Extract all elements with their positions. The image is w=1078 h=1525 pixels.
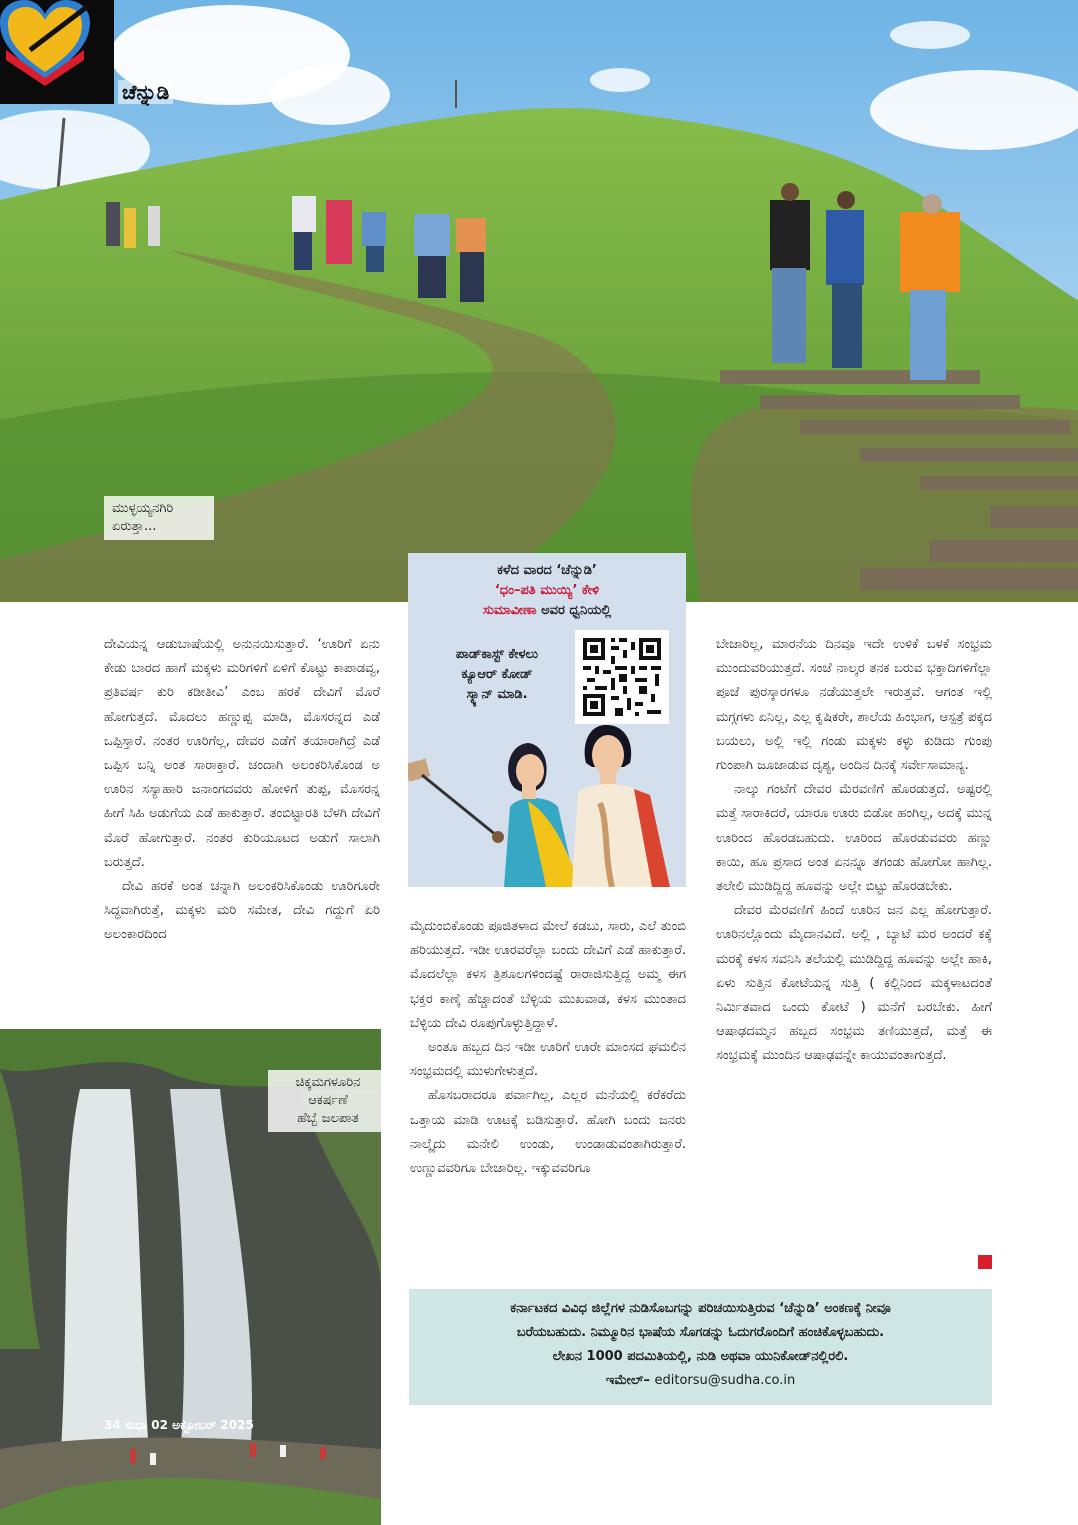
caption-line: ಮುಳ್ಳಯ್ಯನಗಿರಿ [112,501,174,516]
paragraph: ದೇವಿಯನ್ನ ಆಡುಬಾಷೆಯಲ್ಲಿ ಅನುನಯಿಸುತ್ತಾರೆ. ‘ಊರಿಗೆ ಏನು ಕೇಡು ಬಾರದ ಹಾಗೆ ಮಕ್ಕಳು ಮರಿಗಳಿಗೆ ಏಳಿಗೆ ಕೊಟ್ಟು ಕಾಪಾಡವ್ವ, ಪ್ರತಿವರ್ಷ ಕುರಿ ಕಡೀತೀವಿ’ ಎಂಬ ಹರಕೆ ದೇವಿಗೆ ಮೊರೆ ಹೋಗುತ್ತದೆ. ಮೊದಲು ಹಣ್ಣುಪ್ಪ ಮಾಡಿ, ಮೊಸರನ್ನದ ಎಡೆ ಒಪ್ಪಿಸ್ತಾರೆ. ನಂತರ ಊರಿಗೆಲ್ಲ, ದೇವರ ಎಡೆಗೆ ತಯಾರಾಗಿದ್ರೆ ಎಡೆ ಒಪ್ಪಿಸ ಬನ್ನಿ ಅಂತ ಸಾರಾಕ್ತಾರೆ. ಚಂದಾಗಿ ಅಲಂಕರಿಸಿಕೊಂಡ ಅ ಊರಿನ ಸಸ್ಯಾಹಾರಿ ಜನಾಂಗದವರು ಹೋಳಿಗೆ ತುಪ್ಪ, ಮೊಸರನ್ನ ಹೀಗೆ ಸಿಹಿ ಅಡುಗೆಯ ಎಡೆ ಹಾಕುತ್ತಾರೆ. ತಂಬಿಟ್ಟಾರತಿ ಬೆಳಗಿ ದೇವಿಗೆ ಮೊರೆ ಹೋಗುತ್ತಾರೆ. ನಂತರ ಕುರಿಯೂಟದ ಅಡುಗೆ ಸಾಲಾಗಿ ಬರುತ್ತದೆ. [104,637,380,870]
couple-selfie-illustration [408,723,686,887]
waterfall-caption [268,1070,381,1132]
qr-code-icon[interactable] [575,630,669,724]
caption-line: ಚಿಕ್ಕಮಗಳೂರಿನ [295,1075,361,1090]
scan-line: ಪಾಡ್‌ಕಾಸ್ಟ್ ಕೇಳಲು [455,647,539,662]
callout-line: ಕರ್ನಾಟಕದ ವಿವಿಧ ಜಿಲ್ಲೆಗಳ ನುಡಿಸೊಬಗನ್ನು ಪರಿಚಯಿಸುತ್ತಿರುವ ‘ಚೆನ್ನುಡಿ’ ಅಂಕಣಕ್ಕೆ ನೀವೂ [510,1301,891,1316]
podcast-line: ಕಳೆದ ವಾರದ ‘ಚೆನ್ನುಡಿ’ [497,563,597,578]
column-logo [0,0,114,104]
scan-line: ಸ್ಕ್ಯಾನ್ ಮಾಡಿ. [466,687,528,702]
narrator-rest: ಅವರ ಧ್ವನಿಯಲ್ಲಿ [536,603,612,618]
caption-line: ಹೆಬ್ಬೆ ಜಲಪಾತ [297,1111,359,1126]
page-folio: 34 ಸುಧಾ 02 ಅಕ್ಟೋಬರ್ 2025 [104,1418,254,1432]
paragraph: ದೇವರ ಮೆರವಣಿಗೆ ಹಿಂದೆ ಊರಿನ ಜನ ಎಲ್ಲ ಹೋಗುತ್ತಾರೆ. ಊರಿನಲ್ಲೊಂದು ಮೈದಾನವಿದೆ. ಅಲ್ಲಿ , ಬ್ಯಾಟೆ ಮರ ಅಂದರೆ ಕಕ್ಕೆ ಮರಕ್ಕೆ ಕಳಸ ಸವನಿಸಿ ತಲೆಯಲ್ಲಿ ಮುಡಿದ್ದಿದ್ದ ಹೂವನ್ನು ಅಲ್ಲೇ ಹಾಕಿ, ಏಳು ಸುತ್ತಿನ ಕೋಟೆಯನ್ನ ಸುತ್ತಿ ( ಕಲ್ಲಿನಿಂದ ಮಕ್ಕಳಾಟದಂತೆ ನಿರ್ಮಿತವಾದ ಒಂದು ಕೋಟೆ ) ಮನೆಗೆ ಬರಬೇಕು. ಹೀಗೆ ಆಷಾಢದಮ್ಮನ ಹಬ್ಬದ ಸಂಭ್ರಮ ತಣಿಯುತ್ತದೆ, ಮತ್ತೆ ಈ ಸಂಭ್ರಮಕ್ಕೆ ಮುಂದಿನ ಆಷಾಢವನ್ನೇ ಕಾಯುವಂತಾಗುತ್ತದೆ. [716,903,992,1064]
email-link[interactable]: editorsu@sudha.co.in [654,1373,796,1388]
hero-photo [0,0,1078,602]
callout-email-line [409,1369,992,1393]
paragraph: ನಾಲ್ಕು ಗಂಟೆಗೆ ದೇವರ ಮೆರವಣಿಗೆ ಹೊರಡುತ್ತದೆ. ಅಷ್ಟರಲ್ಲಿ ಮತ್ತೆ ಸಾರಾಕಿದರೆ, ಯಾರೂ ಊರು ಬಿಡೋ ಹಂಗಿಲ್ಲ, ಅದಕ್ಕೆ ಮುನ್ನ ಊರಿಂದ ಹೊರಡಬಹುದು. ಊರಿಂದ ಹೊರಡುವವರು ಹಣ್ಣು ಕಾಯಿ, ಹೂ ಪ್ರಸಾದ ಅಂತ ಏನನ್ನೂ ತಗಂಡು ಹೋಗೋ ಹಾಗಿಲ್ಲ. ತಲೇಲಿ ಮುಡಿದ್ದಿದ್ದ ಹೂವನ್ನು ಅಲ್ಲೇ ಬಿಟ್ಟು ಹೊರಡಬೇಕು. [716,782,992,895]
article-column-1 [104,633,380,948]
paragraph: ಹೊಸಬರಾದರೂ ಪರ್ವಾಗಿಲ್ಲ, ಎಲ್ಲರ ಮನೆಯಲ್ಲಿ ಕರೆಕರೆದು ಒತ್ತಾಯ ಮಾಡಿ ಊಟಕ್ಕೆ ಬಡಿಸುತ್ತಾರೆ. ಹೋಗಿ ಬಂದು ಜನರು ನಾಲ್ಕೈದು ಮನೇಲಿ ಉಂಡು, ಉಂಡಾಡುವಂತಾಗಿರುತ್ತಾರೆ. ಉಣ್ಣುವವರಿಗೂ ಬೇಜಾರಿಲ್ಲ. ಇಕ್ಕುವವರಿಗೂ [410,1088,686,1177]
scan-instructions [422,645,572,705]
waterfall-photo [0,1029,381,1525]
email-label: ಇಮೇಲ್– [605,1373,655,1388]
article-column-3 [716,633,992,1069]
paragraph: ಅಂತೂ ಹಬ್ಬದ ದಿನ ಇಡೀ ಊರಿಗೆ ಊರೇ ಮಾಂಸದ ಘಮಲಿನ ಸಂಭ್ರಮದಲ್ಲಿ ಮುಳುಗೇಳುತ್ತದೆ. [410,1040,686,1080]
hero-photo-caption [104,496,214,540]
podcast-title: ‘ಧಂ–ಪತಿ ಮುಯ್ಯಿ’ ಕೇಳಿ [494,583,600,598]
caption-line: ಆಕರ್ಷಣೆ [308,1093,348,1108]
section-title: ಚೆನ್ನುಡಿ [118,80,173,104]
heart-pen-logo-icon [0,0,90,86]
qr-code-graphic [575,630,669,724]
submission-callout [409,1289,992,1405]
scan-line: ಕ್ಯೂಆರ್ ಕೋಡ್ [461,667,533,682]
podcast-box [408,553,686,887]
narrator-name: ಸುಮಾವೀಣಾ [482,603,537,618]
callout-line: ಲೇಖನ 1000 ಪದಮಿತಿಯಲ್ಲಿ, ನುಡಿ ಅಥವಾ ಯುನಿಕೋಡ್‌ನಲ್ಲಿರಲಿ. [552,1349,849,1364]
callout-text [409,1297,992,1393]
paragraph: ಮೈದುಂಬಿಕೊಂಡು ಪೂಜಿತಳಾದ ಮೇಲೆ ಕಡಬು, ಸಾರು, ಎಲೆ ತುಂಬಿ ಹರಿಯುತ್ತದೆ. ಇಡೀ ಊರವರೆಲ್ಲಾ ಬಂದು ದೇವಿಗೆ ಎಡೆ ಹಾಕುತ್ತಾರೆ. ಮೊದಲೆಲ್ಲಾ ಕಳಸ ತ್ರಿಶೂಲಗಳಿಂದಷ್ಟೆ ರಾರಾಜಿಸುತ್ತಿದ್ದ ಅಮ್ಮ ಈಗ ಭಕ್ತರ ಕಾಣ್ಕೆ ಹೆಚ್ಚಾದಂತೆ ಬೆಳ್ಳಿಯ ಮುಖವಾಡ, ಕಳಸ ಮುಂತಾದ ಬೆಳ್ಳಿಯ ದೇವಿ ರೂಪುಗೊಳ್ಳುತ್ತಿದ್ದಾಳೆ. [410,919,686,1031]
article-end-mark [978,1255,992,1269]
paragraph: ಬೇಜಾರಿಲ್ಲ, ಮಾರನೆಯ ದಿನವೂ ಇದೇ ಉಳಿಕೆ ಬಳಕೆ ಸಂಭ್ರಮ ಮುಂದುವರಿಯುತ್ತದೆ. ಸಂಜೆ ನಾಲ್ಕರ ತನಕ ಬರುವ ಭಕ್ತಾದಿಗಳಿಗೆಲ್ಲಾ ಪೂಜೆ ಪುರಸ್ಕಾರಗಳೂ ನಡೆಯುತ್ತಲೇ ಇರುತ್ತವೆ. ಆಗಂತ ಇಲ್ಲಿ ಮಗ್ಗಗಳು ಏನಿಲ್ಲ, ಎಲ್ಲ ಕೃಷಿಕರೇ, ಶಾಲೆಯ ಹಿಂಭಾಗ, ಆಸ್ಪತ್ರೆ ಪಕ್ಕದ ಬಯಲು, ಅಲ್ಲಿ ಇಲ್ಲಿ ಗಂಡು ಮಕ್ಕಳು ಕಳ್ಳು ಕುಡಿದು ಗುಂಪು ಗುಂಪಾಗಿ ಜೂಜಾಡುವ ದೃಶ್ಯ, ಅಂದಿನ ದಿನಕ್ಕೆ ಸರ್ವೇಸಾಮಾನ್ಯ. [716,637,992,774]
callout-line: ಬರೆಯಬಹುದು. ನಿಮ್ಮೂರಿನ ಭಾಷೆಯ ಸೊಗಡನ್ನು ಓದುಗರೊಂದಿಗೆ ಹಂಚಿಕೊಳ್ಳಬಹುದು. [516,1325,885,1340]
podcast-narrator [408,601,686,621]
podcast-heading [408,561,686,621]
paragraph: ದೇವಿ ಹರಕೆ ಅಂತ ಚನ್ನಾಗಿ ಅಲಂಕರಿಸಿಕೊಂಡು ಊರಿಗೂರೇ ಸಿದ್ಧವಾಗಿರುತ್ತೆ, ಮಕ್ಕಳು ಮರಿ ಸಮೇತ, ದೇವಿ ಗದ್ದುಗೆ ಏರಿ ಅಲಂಕಾರದಿಂದ [104,879,380,943]
article-column-2 [410,915,686,1181]
caption-line: ಏರುತ್ತಾ... [112,519,157,534]
